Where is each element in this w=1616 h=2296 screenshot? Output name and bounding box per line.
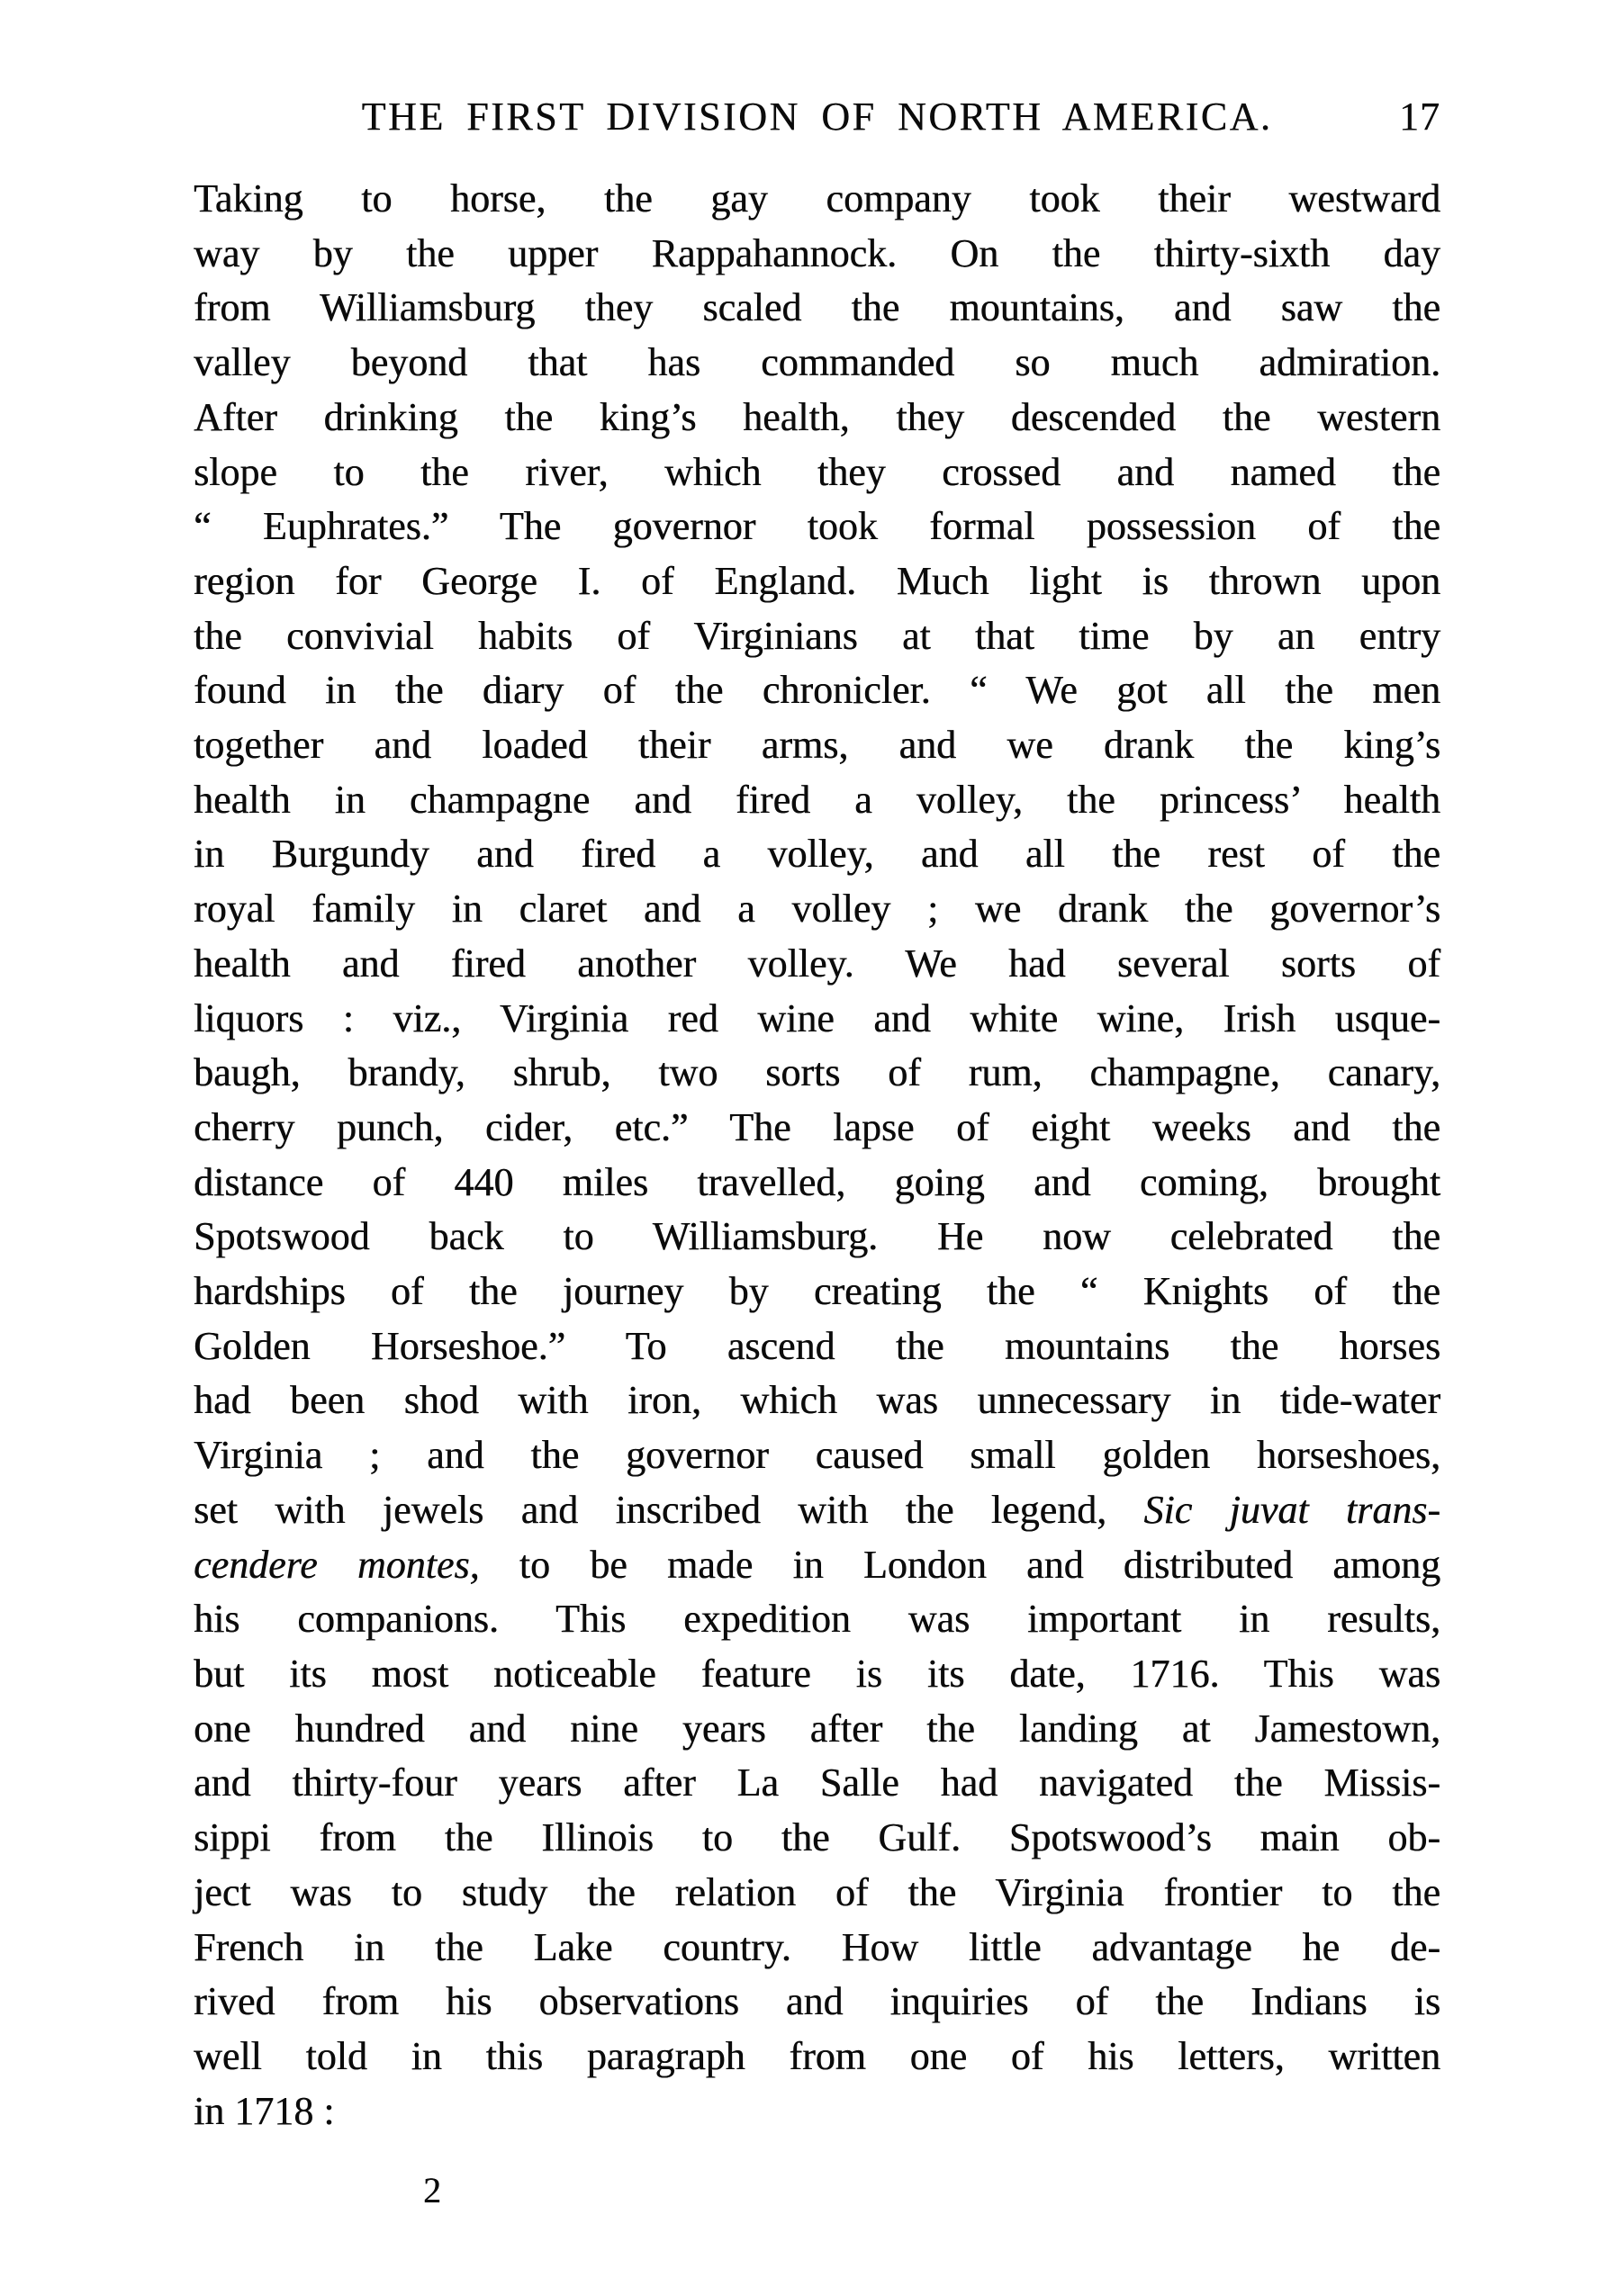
text-line: health in champagne and fired a volley, the princess’ health	[194, 777, 1440, 822]
signature-mark: 2	[423, 2170, 441, 2210]
text-line: his companions. This expedition was important in results,	[194, 1597, 1440, 1642]
text-line: Virginia ; and the governor caused small golden horseshoes,	[194, 1433, 1440, 1478]
text-line: cherry punch, cider, etc.” The lapse of eight weeks and the	[194, 1104, 1440, 1149]
text-line: together and loaded their arms, and we drank the king’s	[194, 723, 1440, 768]
text-line: hardships of the journey by creating the “ Knights of the	[194, 1269, 1440, 1314]
running-header	[194, 94, 1440, 139]
text-line: Taking to horse, the gay company took their westward	[194, 176, 1440, 221]
text-line: French in the Lake country. How little advantage he de-	[194, 1924, 1440, 1969]
text-line: found in the diary of the chronicler. “ We got all the men	[194, 668, 1440, 713]
text-line: liquors : viz., Virginia red wine and white wine, Irish usque-	[194, 995, 1440, 1040]
text-line: baugh, brandy, shrub, two sorts of rum, champagne, canary,	[194, 1050, 1440, 1095]
page-title: THE FIRST DIVISION OF NORTH AMERICA.	[361, 95, 1273, 139]
text-line: sippi from the Illinois to the Gulf. Spotswood’s main ob-	[194, 1815, 1440, 1860]
text-line: Spotswood back to Williamsburg. He now celebrated the	[194, 1214, 1440, 1259]
text-line: rived from his observations and inquiries of the Indians is	[194, 1979, 1440, 2024]
text-line: royal family in claret and a volley ; we drank the governor’s	[194, 887, 1440, 932]
text-line: distance of 440 miles travelled, going and coming, brought	[194, 1159, 1440, 1204]
text-line: had been shod with iron, which was unnecessary in tide-water	[194, 1378, 1440, 1423]
text-line: from Williamsburg they scaled the mountains, and saw the	[194, 285, 1440, 330]
text-line: After drinking the king’s health, they descended the western	[194, 394, 1440, 439]
text-line: Golden Horseshoe.” To ascend the mountains the horses	[194, 1323, 1440, 1368]
text-line: way by the upper Rappahannock. On the thirty-sixth day	[194, 230, 1440, 275]
text-line: valley beyond that has commanded so much admiration.	[194, 340, 1440, 385]
text-line: and thirty-four years after La Salle had navigated the Missis-	[194, 1760, 1440, 1805]
text-line: “ Euphrates.” The governor took formal possession of the	[194, 504, 1440, 549]
text-line: in 1718 :	[194, 2088, 335, 2133]
text-line: slope to the river, which they crossed and named the	[194, 449, 1440, 494]
text-line: one hundred and nine years after the landing at Jamestown,	[194, 1706, 1440, 1751]
text-line: region for George I. of England. Much light is thrown upon	[194, 558, 1440, 603]
text-line: but its most noticeable feature is its date, 1716. This was	[194, 1651, 1440, 1696]
text-line: in Burgundy and fired a volley, and all the rest of the	[194, 832, 1440, 877]
text-line: well told in this paragraph from one of his letters, written	[194, 2033, 1440, 2078]
page-number: 17	[1399, 95, 1440, 139]
text-line: health and fired another volley. We had several sorts of	[194, 941, 1440, 986]
body-text	[194, 172, 1440, 2138]
text-line: the convivial habits of Virginians at that time by an entry	[194, 613, 1440, 658]
text-line: set with jewels and inscribed with the legend, Sic juvat trans-	[194, 1487, 1440, 1532]
text-line: ject was to study the relation of the Virginia frontier to the	[194, 1869, 1440, 1914]
text-line: cendere montes, to be made in London and distributed among	[194, 1542, 1440, 1587]
